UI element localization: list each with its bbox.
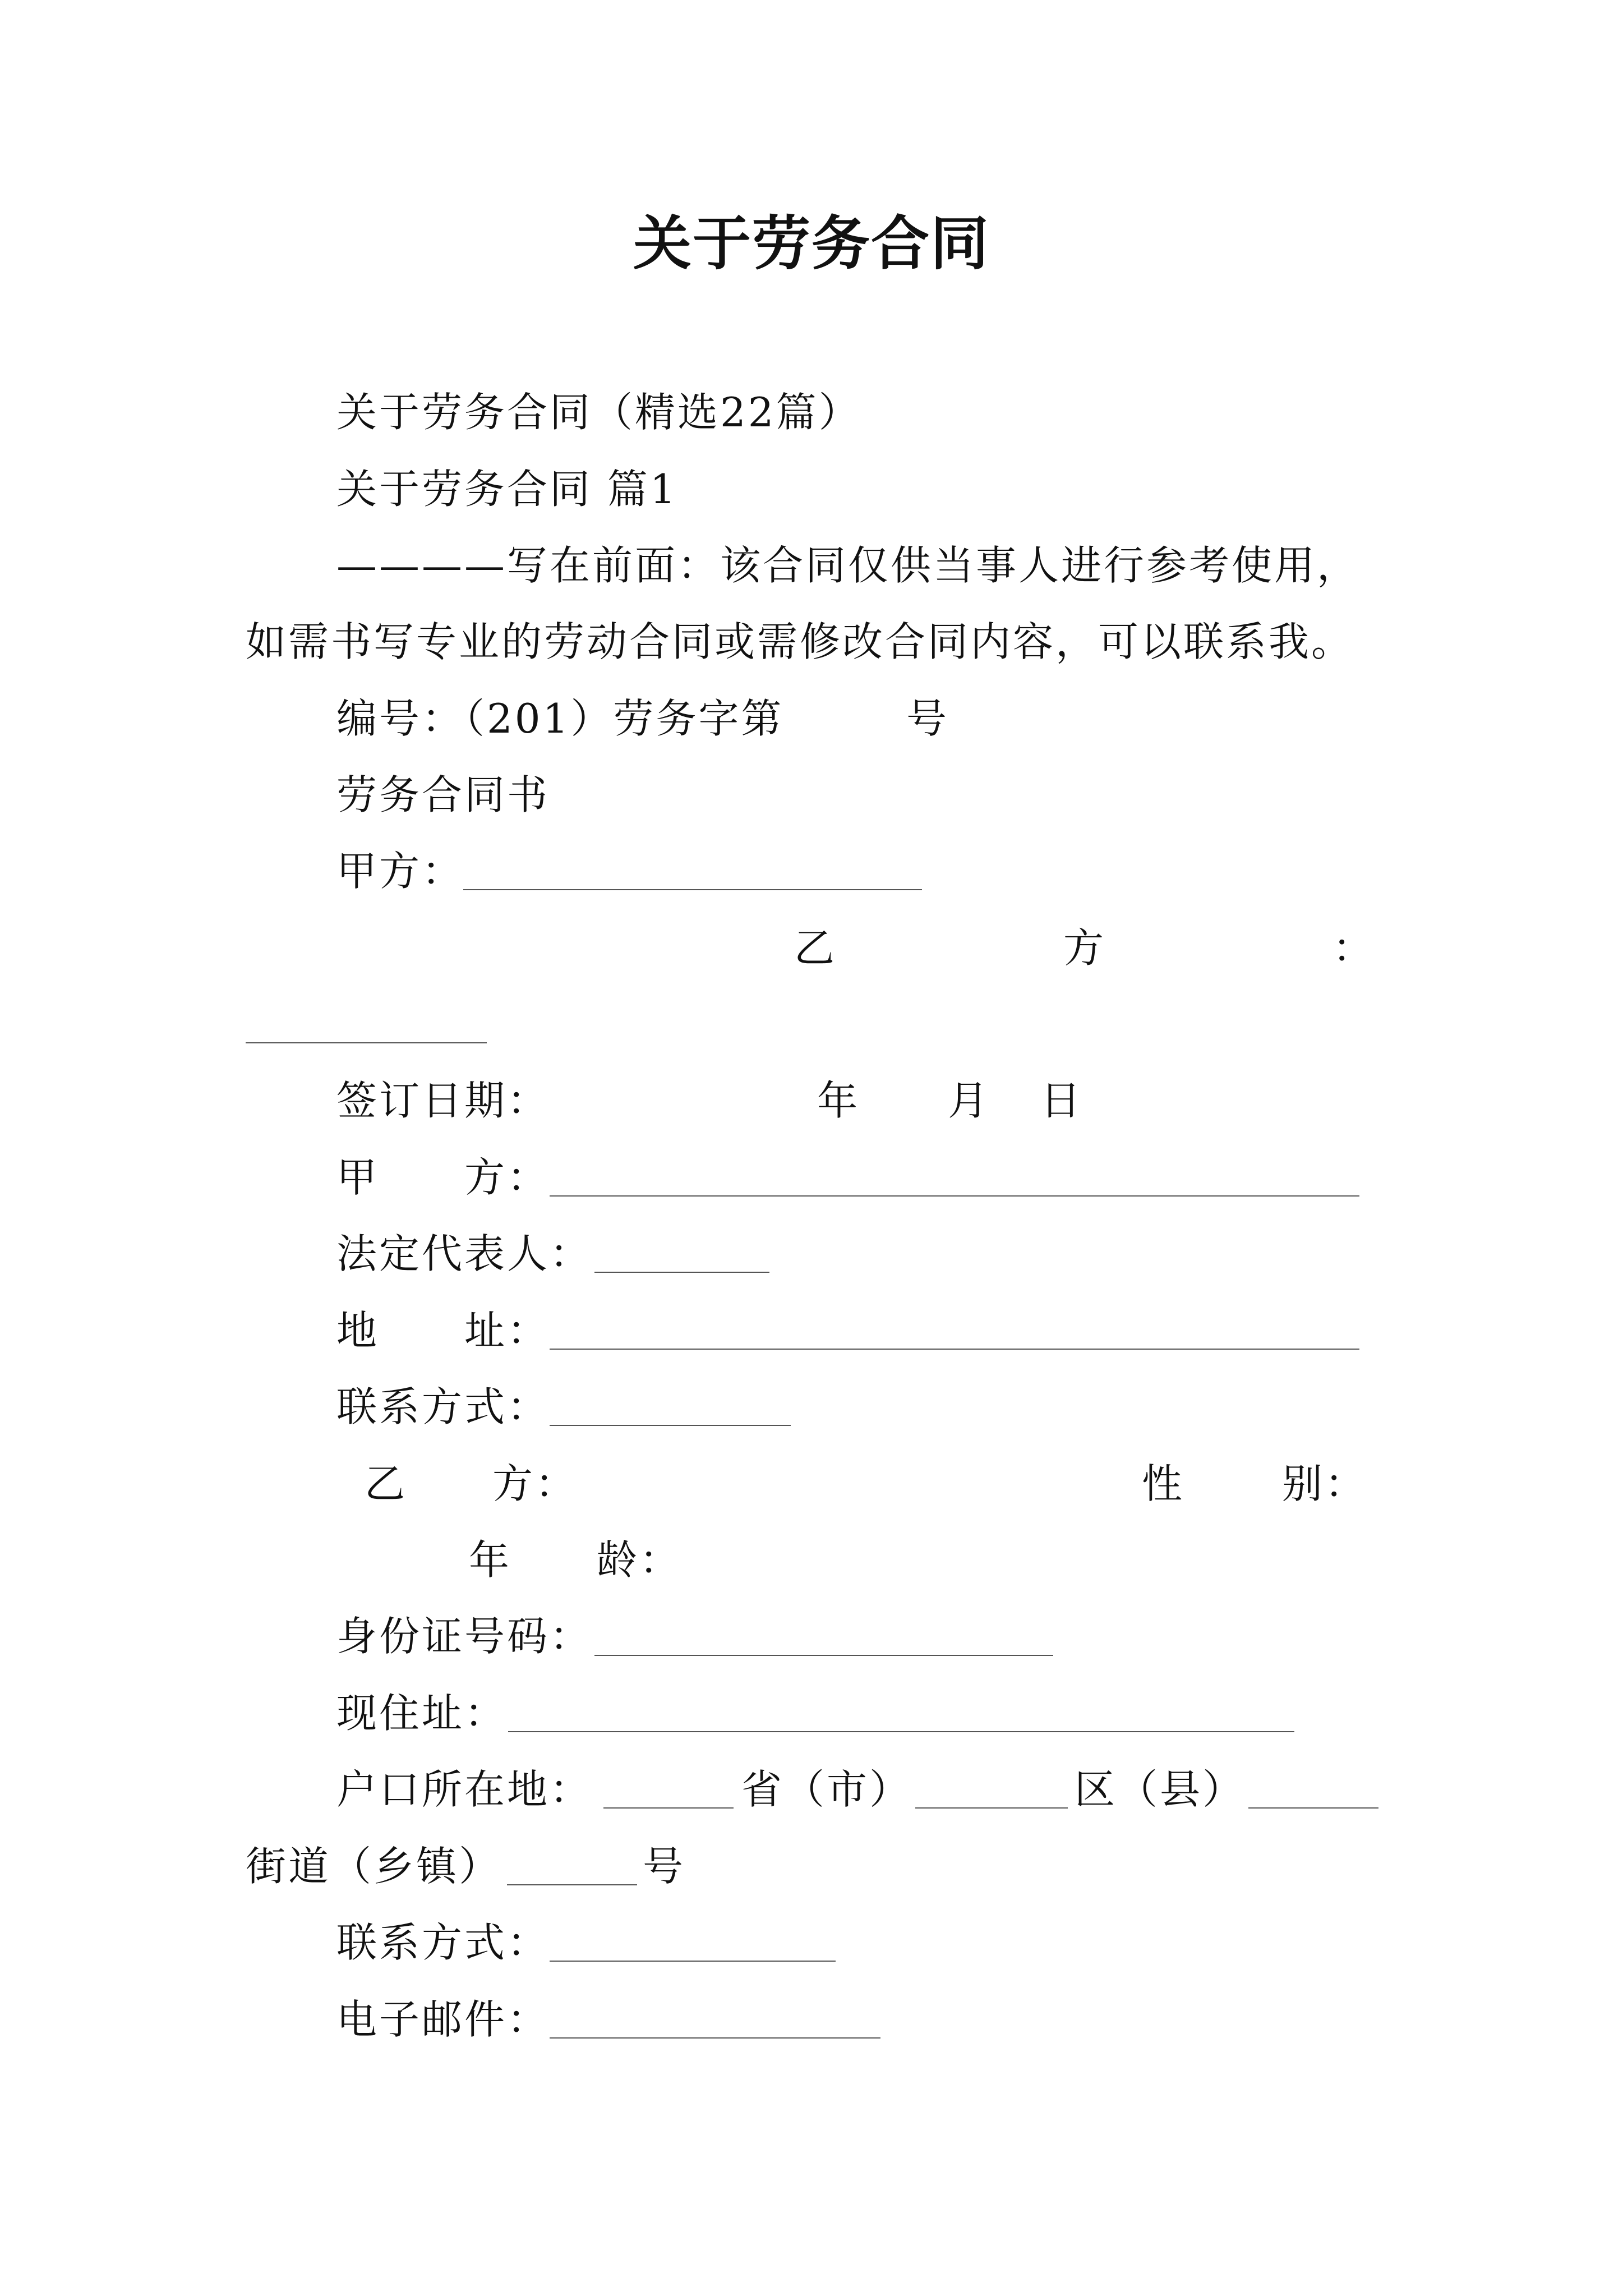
current-address-blank bbox=[508, 1731, 1294, 1732]
preface-line-2: 如需书写专业的劳动合同或需修改合同内容，可以联系我。 bbox=[246, 618, 1354, 665]
id-number-label: 身份证号码： bbox=[336, 1613, 593, 1660]
address-field: 地 址： bbox=[336, 1307, 550, 1354]
subtitle: 关于劳务合同（精选22篇） bbox=[336, 389, 861, 436]
hukou-number-end: 号 bbox=[643, 1843, 686, 1890]
hukou-district: 区（县） bbox=[1075, 1766, 1246, 1813]
party-b-blank bbox=[246, 1042, 487, 1043]
contract-number-suffix: 号 bbox=[906, 695, 949, 742]
email-label: 电子邮件： bbox=[336, 1996, 550, 2043]
id-number-blank bbox=[594, 1655, 1053, 1656]
hukou-province-blank bbox=[603, 1807, 734, 1809]
current-address-label: 现住址： bbox=[336, 1690, 508, 1737]
hukou-province: 省（市） bbox=[741, 1766, 912, 1813]
sign-date-month: 月 bbox=[948, 1077, 991, 1124]
hukou-label: 户口所在地： bbox=[336, 1766, 593, 1813]
hukou-street: 街道（乡镇） bbox=[246, 1843, 502, 1890]
legal-representative-label: 法定代表人： bbox=[336, 1230, 593, 1277]
preface-line-1: ————写在前面：该合同仅供当事人进行参考使用， bbox=[336, 542, 1360, 589]
party-a-field: 甲 方： bbox=[336, 1154, 550, 1201]
email-blank bbox=[550, 2037, 880, 2039]
sign-date-year: 年 bbox=[817, 1077, 860, 1124]
hukou-number-blank bbox=[507, 1884, 637, 1885]
address-blank bbox=[550, 1349, 1359, 1350]
sign-date-label: 签订日期： bbox=[336, 1077, 550, 1124]
contact-b-blank bbox=[550, 1961, 836, 1962]
hukou-street-blank bbox=[1248, 1807, 1378, 1809]
party-b-char-1: 乙 bbox=[794, 924, 837, 972]
section-heading: 关于劳务合同 篇1 bbox=[336, 466, 678, 513]
contract-book-label: 劳务合同书 bbox=[336, 771, 550, 818]
party-a-blank bbox=[463, 889, 922, 890]
gender-char-1: 性 bbox=[1142, 1460, 1185, 1507]
contract-number-prefix: 编号：（201）劳务字第 bbox=[336, 695, 784, 742]
sign-date-day: 日 bbox=[1040, 1077, 1083, 1124]
contact-a-blank bbox=[550, 1425, 791, 1426]
contact-b-label: 联系方式： bbox=[336, 1919, 550, 1966]
legal-representative-blank bbox=[594, 1272, 769, 1273]
hukou-district-blank bbox=[915, 1807, 1068, 1809]
party-a-label: 甲方： bbox=[336, 848, 465, 895]
party-b-char-2: 方 bbox=[1063, 924, 1106, 972]
gender-char-2: 别： bbox=[1282, 1460, 1368, 1507]
party-b-colon: ： bbox=[1332, 924, 1376, 972]
age-field: 年 龄： bbox=[469, 1536, 683, 1584]
document-title: 关于劳务合同 bbox=[633, 209, 990, 278]
party-b-field: 乙 方： bbox=[365, 1460, 578, 1507]
contact-a-label: 联系方式： bbox=[336, 1383, 550, 1430]
party-a-field-blank bbox=[550, 1195, 1359, 1197]
